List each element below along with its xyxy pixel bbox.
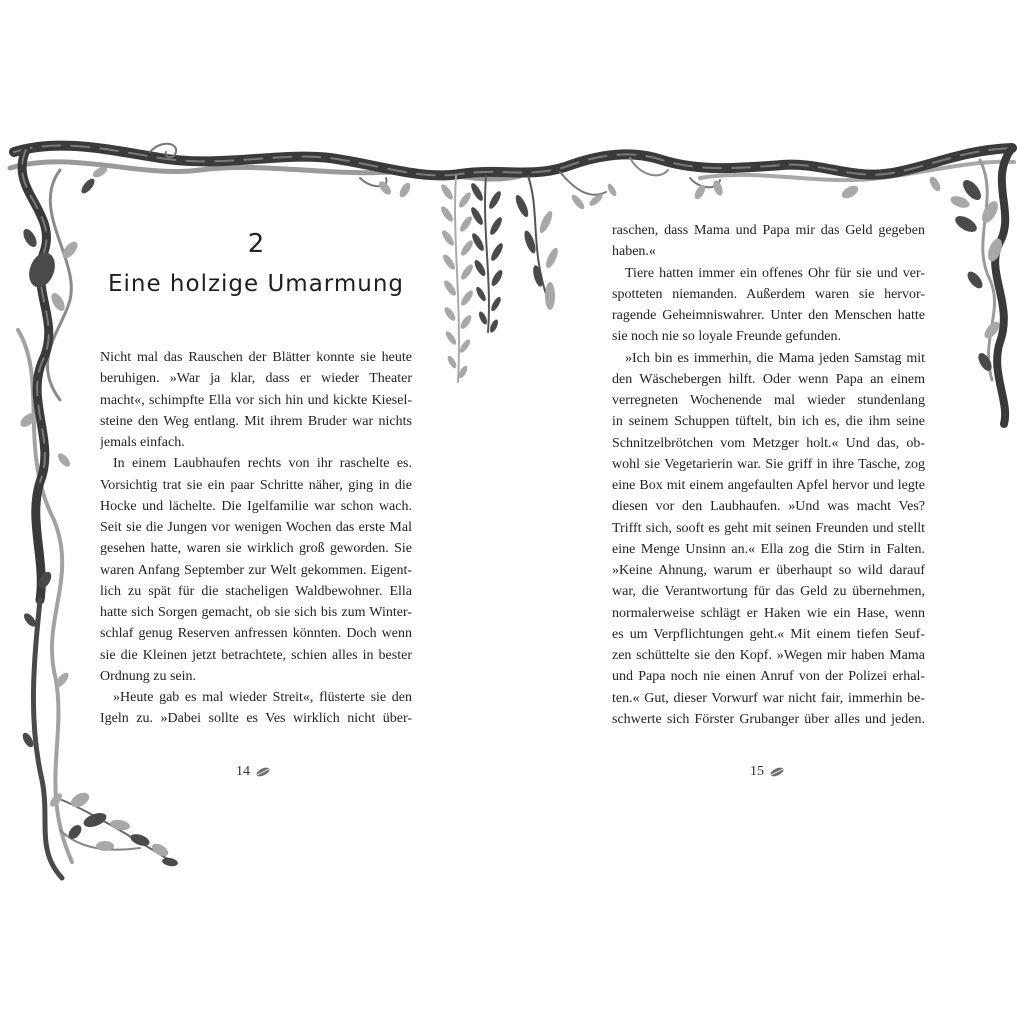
page-number [236, 762, 271, 782]
text-line: normalerweise schlägt er Haken wie ein Hase, wenn [612, 605, 925, 621]
text-line: schwerte sich Förster Grubanger über alles und jeden. [612, 711, 925, 727]
text-line: war, die Verantwortung für das Geld zu übernehmen, [612, 584, 925, 600]
text-line: lich zu spät für die stacheligen Waldbewohner. Ella [100, 583, 412, 599]
text-line: Seit sie die Jungen vor wenigen Wochen das erste Mal [100, 520, 412, 535]
text-line: Schnitzelbrötchen vom Metzger holt.« Und das, ob- [612, 435, 925, 451]
text-line: beruhigen. »War ja klar, dass er wieder Theater [100, 371, 412, 387]
text-line: Trifft sich, sooft es geht mit seinen Freunden und stellt [612, 520, 925, 536]
right-page [512, 0, 1024, 1024]
body-text [612, 220, 925, 730]
text-line: eine Box mit einem angefaulten Apfel hervor und legte [612, 478, 925, 493]
text-line: spotteten niemanden. Außerdem waren sie hervor- [612, 286, 925, 302]
text-line: den Wäschebergen hilft. Oder wenn Papa an einem [612, 371, 925, 387]
text-line: In einem Laubhaufen rechts von ihr raschelte es. [113, 456, 412, 472]
page-number-text: 15 [750, 764, 764, 779]
text-line: »Ich bin es immerhin, die Mama jeden Samstag mit [625, 350, 925, 366]
text-line: »Heute gab es mal wieder Streit«, flüsterte sie den [113, 690, 412, 705]
text-line: Ordnung zu sein. [100, 668, 197, 684]
text-line: ten.« Gut, dieser Vorwurf war nicht fair, immerhin be- [612, 690, 925, 706]
text-line: hatte sich Sorgen gemacht, ob sie sich bis zum Winter- [100, 605, 412, 620]
text-line: verregneten Wochenende mal wieder stundenlang [612, 393, 925, 408]
text-line: raschen, dass Mama und Papa mir das Geld gegeben [612, 223, 925, 238]
page-number [750, 762, 785, 782]
body-text [100, 347, 412, 730]
text-line: und Papa noch nie einen Anruf von der Polizei erhal- [612, 669, 925, 685]
text-line: sie noch nie so loyale Freunde gefunden. [612, 329, 841, 345]
text-line: in seinem Schuppen tüftelt, bin ich es, die ihm seine [612, 414, 925, 430]
page-number-text: 14 [236, 764, 250, 779]
text-line: waren Anfang September zur Welt gekommen. Eigent- [100, 562, 412, 578]
text-line: gesehen hatte, waren sie wirklich groß geworden. Sie [100, 541, 412, 557]
text-line: wohl sie Vegetarierin war. Sie griff in ihre Tasche, zog [612, 456, 925, 472]
text-line: jemals einfach. [100, 435, 185, 450]
text-line: sie die Kleinen jetzt betrachtete, schien alles in bester [100, 647, 412, 663]
leaf-icon [767, 766, 785, 778]
text-line: zen schüttelte sie den Kopf. »Wegen mir haben Mama [612, 648, 925, 663]
text-line: Tiere hatten immer ein offenes Ohr für sie und ver- [625, 265, 925, 281]
text-line: Igeln zu. »Dabei sollte es Ves wirklich nicht über- [100, 711, 412, 727]
text-line: diesen vor den Laubhaufen. »Und was macht Ves? [612, 499, 925, 515]
leaf-icon [253, 766, 271, 778]
text-line: ragende Geheimniswahrer. Unter den Menschen hatte [612, 308, 925, 323]
text-line: eine Menge Unsinn an.« Ella zog die Stirn in Falten. [612, 541, 925, 557]
text-line: schlaf genug Reserven anfressen könnten. Doch wenn [100, 626, 412, 642]
text-line: macht«, schimpfte Ella vor sich hin und kickte Kiesel- [100, 392, 412, 408]
chapter-number: 2 [247, 229, 265, 259]
text-line: Nicht mal das Rauschen der Blätter konnte sie heute [100, 350, 412, 365]
chapter-title: Eine holzige Umarmung [107, 271, 405, 297]
text-line: »Keine Ahnung, warum er überhaupt so wild darauf [612, 563, 925, 578]
text-line: steine den Weg entlang. Mit ihrem Bruder war nichts [100, 413, 412, 429]
text-line: Hocke und lächelte. Die Igelfamilie war schon wach. [100, 498, 412, 514]
text-line: haben.« [612, 244, 656, 260]
text-line: es um Verpflichtungen geht.« Mit einem tiefen Seuf- [612, 626, 925, 642]
text-line: Vorsichtig trat sie ein paar Schritte näher, ging in die [100, 477, 412, 493]
